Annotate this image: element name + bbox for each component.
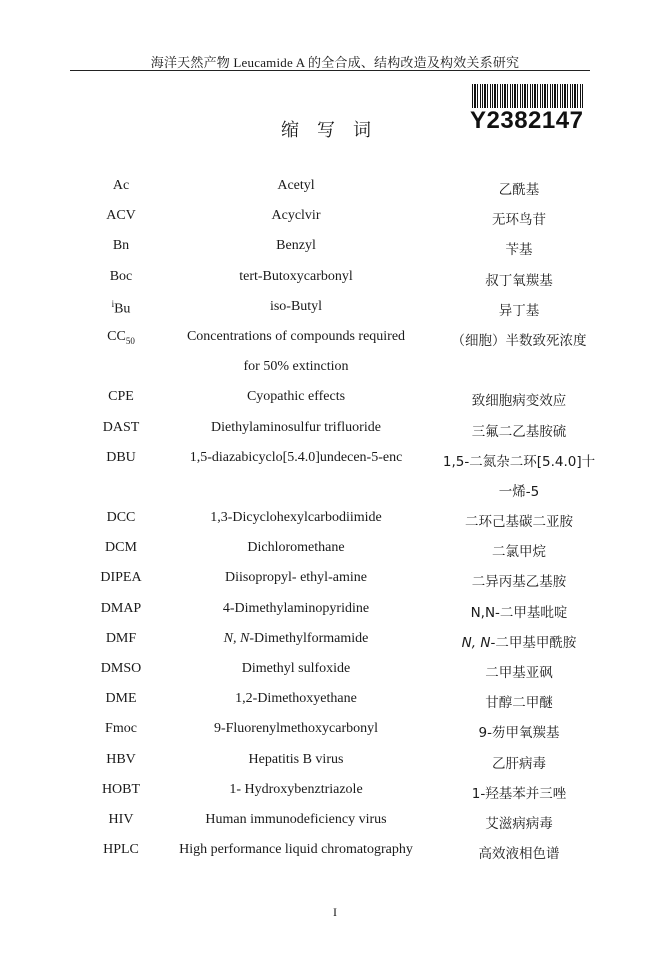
english-term-cell: Acyclvir [271, 208, 321, 224]
chinese-term-cell: 一烯-5 [498, 483, 540, 500]
chinese-term-cell: 致细胞病变效应 [471, 393, 567, 410]
abbreviation-cell: Bn [112, 238, 130, 254]
abbreviation-cell: DMSO [100, 661, 142, 676]
abbreviation-cell: HIV [108, 811, 134, 827]
chinese-term-cell: 二氯甲烷 [492, 544, 546, 561]
english-term-cell: High performance liquid chromatography [179, 842, 413, 858]
english-term-cell: Acetyl [277, 178, 315, 193]
abbreviation-cell: DBU [106, 449, 136, 465]
chinese-term-cell: 1,5-二氮杂二环[5.4.0]十 [442, 453, 596, 470]
chinese-term-cell: 艾滋病病毒 [485, 815, 553, 832]
english-term-cell: Benzyl [276, 238, 316, 254]
abbreviation-row [0, 178, 670, 208]
abbreviation-cell: HPLC [103, 842, 139, 858]
abbreviation-row [0, 570, 670, 600]
abbreviation-cell: DMF [105, 630, 137, 646]
english-term-cell: 1- Hydroxybenztriazole [229, 781, 363, 797]
abbreviation-cell: CPE [108, 389, 134, 405]
abbreviation-cell: ACV [106, 208, 136, 224]
english-term-cell: tert-Butoxycarbonyl [239, 268, 353, 284]
english-term-cell: Hepatitis B virus [248, 751, 344, 767]
abbreviation-cell: $CC_{50}$ [107, 328, 135, 346]
chinese-term-cell: 甘醇二甲醚 [485, 695, 553, 712]
abbreviation-row [0, 691, 670, 721]
chinese-term-cell: 无环鸟苷 [492, 212, 546, 229]
english-term-cell: Concentrations of compounds required [186, 328, 406, 344]
chinese-term-cell: 二环己基碳二亚胺 [465, 514, 573, 531]
abbreviation-row [0, 601, 670, 631]
header-rule [70, 70, 590, 71]
abbreviation-row [0, 208, 670, 238]
english-term-cell: Human immunodeficiency virus [205, 811, 387, 827]
english-term-cell: N, N-Dimethylformamide [223, 630, 369, 646]
abbreviation-cell: DCM [105, 540, 137, 556]
english-term-cell: Diethylaminosulfur trifluoride [211, 419, 381, 435]
abbreviation-table [0, 178, 670, 872]
chinese-term-cell: N, N-二甲基甲酰胺 [461, 634, 577, 651]
english-term-cell: 4-Dimethylaminopyridine [222, 600, 370, 616]
abbreviation-row [0, 480, 670, 510]
abbreviation-row [0, 329, 670, 359]
abbreviation-cell: Fmoc [105, 721, 137, 737]
abbreviation-cell: DMAP [100, 600, 142, 616]
abbreviation-cell: HOBT [101, 781, 141, 797]
chinese-term-cell: 1-羟基苯并三唑 [471, 785, 567, 802]
abbreviation-cell: DIPEA [100, 570, 142, 586]
abbreviation-cell: DME [105, 691, 137, 707]
chinese-term-cell: 乙肝病毒 [492, 755, 546, 772]
abbreviation-row [0, 812, 670, 842]
abbreviation-cell: DAST [102, 419, 140, 435]
abbreviation-row [0, 389, 670, 419]
english-term-cell: Dichloromethane [247, 540, 345, 556]
abbreviation-row [0, 782, 670, 812]
abbreviation-row [0, 299, 670, 329]
abbreviation-row [0, 540, 670, 570]
chinese-term-cell: 三氟二乙基胺硫 [471, 423, 567, 440]
english-term-cell: 1,5-diazabicyclo[5.4.0]undecen-5-enc [189, 449, 403, 465]
running-header: 海洋天然产物 Leucamide A 的全合成、结构改造及构效关系研究 [150, 55, 520, 70]
barcode-bars [472, 84, 584, 108]
abbreviation-cell: DCC [106, 510, 136, 526]
chinese-term-cell: 异丁基 [498, 302, 540, 319]
abbreviation-row [0, 752, 670, 782]
english-term-cell: Cyopathic effects [246, 389, 346, 405]
abbreviation-cell: $^i$Bu [111, 298, 131, 317]
page-number: I [333, 905, 337, 919]
english-term-cell: Diisopropyl- ethyl-amine [225, 570, 367, 586]
abbreviation-row [0, 842, 670, 872]
chinese-term-cell: 苄基 [505, 242, 533, 259]
chinese-term-cell: 叔丁氧羰基 [485, 272, 553, 289]
abbreviation-row [0, 420, 670, 450]
barcode-number: Y2382147 [470, 107, 584, 134]
chinese-term-cell: 高效液相色谱 [478, 846, 560, 863]
chinese-term-cell: N,N-二甲基吡啶 [470, 604, 568, 621]
abbreviation-cell: Ac [112, 178, 130, 193]
chinese-term-cell: （细胞）半数致死浓度 [451, 332, 587, 349]
abbreviation-cell: HBV [106, 751, 136, 767]
chinese-term-cell: 二异丙基乙基胺 [471, 574, 567, 591]
abbreviation-row [0, 450, 670, 480]
abbreviation-row [0, 238, 670, 268]
english-term-cell: for 50% extinction [243, 359, 349, 375]
page-title: 缩写词 [281, 120, 389, 141]
english-term-cell: 1,2-Dimethoxyethane [235, 691, 357, 707]
abbreviation-cell: Boc [109, 268, 133, 284]
abbreviation-row [0, 359, 670, 389]
abbreviation-row [0, 269, 670, 299]
english-term-cell: iso-Butyl [269, 298, 323, 314]
english-term-cell: Dimethyl sulfoxide [241, 661, 351, 676]
chinese-term-cell: 乙酰基 [498, 182, 540, 198]
chinese-term-cell: 二甲基亚砜 [485, 665, 553, 681]
abbreviation-row [0, 631, 670, 661]
abbreviation-row [0, 721, 670, 751]
english-term-cell: 1,3-Dicyclohexylcarbodiimide [210, 510, 382, 526]
abbreviation-row [0, 510, 670, 540]
chinese-term-cell: 9-芴甲氧羰基 [478, 725, 560, 742]
abbreviation-row [0, 661, 670, 691]
english-term-cell: 9-Fluorenylmethoxycarbonyl [213, 721, 379, 737]
